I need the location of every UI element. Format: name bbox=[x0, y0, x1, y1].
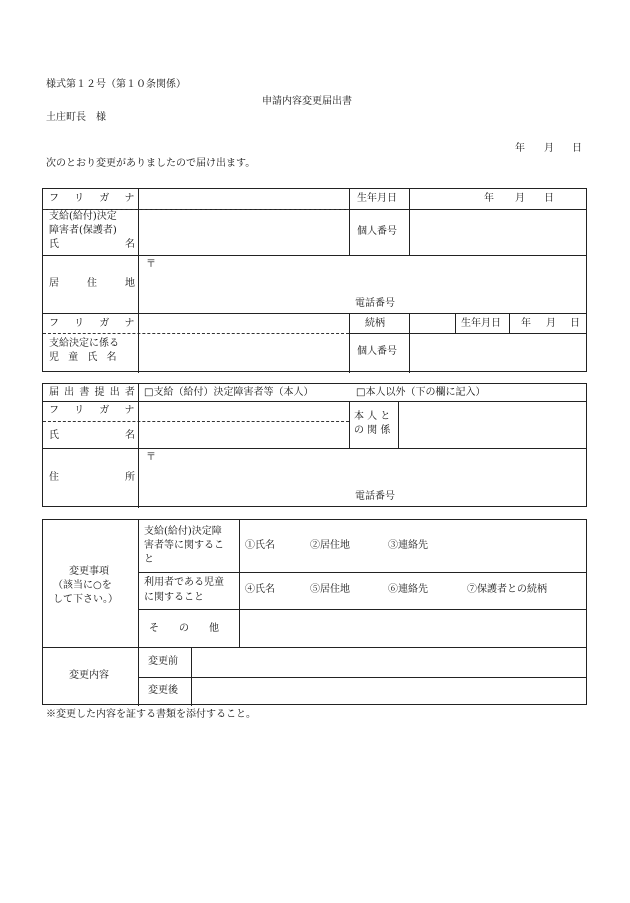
footer-note: ※変更した内容を証する書類を添付すること。 bbox=[46, 709, 256, 720]
submitter-phone-label: 電話番号 bbox=[355, 491, 395, 502]
change-items-label-2: （該当に○を bbox=[53, 580, 112, 591]
col-line bbox=[138, 189, 139, 373]
submitter-name-right: 名 bbox=[125, 430, 135, 441]
category-recipient-1: 支給(給付)決定障 bbox=[144, 526, 222, 537]
row-line bbox=[43, 448, 586, 449]
col-line bbox=[509, 313, 510, 333]
row-line bbox=[138, 677, 586, 678]
child-personal-number-label: 個人番号 bbox=[357, 346, 397, 357]
furigana-label: フ リ ガ ナ bbox=[49, 193, 141, 204]
option-residence[interactable]: ②居住地 bbox=[310, 540, 350, 551]
col-line bbox=[349, 401, 350, 448]
col-line bbox=[138, 384, 139, 508]
submitter-furigana-label: フ リ ガ ナ bbox=[49, 405, 141, 416]
addressee: 土庄町長 様 bbox=[46, 112, 106, 123]
dashed-line bbox=[43, 421, 349, 422]
name-label-left: 氏 bbox=[49, 239, 59, 250]
birthdate-label: 生年月日 bbox=[357, 193, 397, 204]
col-line bbox=[349, 189, 350, 255]
postal-mark: 〒 bbox=[146, 259, 156, 270]
birth-day: 日 bbox=[544, 193, 554, 204]
category-child-1: 利用者である児童 bbox=[144, 577, 224, 588]
col-line bbox=[239, 520, 240, 647]
row-line bbox=[43, 255, 586, 256]
row-line bbox=[43, 401, 586, 402]
row-line bbox=[138, 609, 586, 610]
option-name[interactable]: ①氏名 bbox=[245, 540, 275, 551]
address-label-1: 居 bbox=[49, 278, 59, 289]
change-items-label-1: 変更事項 bbox=[69, 566, 109, 577]
submitter-address-right: 所 bbox=[125, 472, 135, 483]
date-year[interactable]: 年 bbox=[515, 143, 525, 154]
col-line bbox=[455, 313, 456, 333]
option-child-contact[interactable]: ⑥連絡先 bbox=[388, 584, 428, 595]
row-line bbox=[43, 647, 586, 648]
after-label: 変更後 bbox=[148, 685, 178, 696]
phone-label: 電話番号 bbox=[355, 298, 395, 309]
name-label-right: 名 bbox=[125, 239, 135, 250]
submitter-option-other[interactable]: □本人以外（下の欄に記入） bbox=[356, 387, 486, 398]
category-recipient-3: と bbox=[144, 554, 154, 565]
intro-text: 次のとおり変更がありましたので届け出ます。 bbox=[46, 158, 256, 169]
page-title: 申請内容変更届出書 bbox=[262, 96, 352, 107]
row-line bbox=[349, 333, 586, 334]
category-child-2: に関すること bbox=[144, 592, 204, 603]
submitter-option-self[interactable]: □支給（給付）決定障害者等（本人） bbox=[144, 387, 314, 398]
address-label-3: 地 bbox=[125, 278, 135, 289]
col-line bbox=[349, 313, 350, 373]
personal-number-label: 個人番号 bbox=[357, 226, 397, 237]
col-line bbox=[409, 189, 410, 255]
col-line bbox=[409, 313, 410, 373]
submitter-table bbox=[42, 383, 587, 507]
form-number: 様式第１２号（第１０条関係） bbox=[46, 79, 186, 90]
relation-label-2: の 関 係 bbox=[354, 425, 391, 436]
date-month[interactable]: 月 bbox=[544, 143, 554, 154]
col-line bbox=[398, 401, 399, 448]
change-table bbox=[42, 519, 587, 705]
submitter-postal-mark: 〒 bbox=[146, 452, 156, 463]
recipient-label-1: 支給(給付)決定 bbox=[49, 211, 117, 222]
relation-label-1: 本 人 と bbox=[354, 411, 391, 422]
birth-year: 年 bbox=[484, 193, 494, 204]
dashed-line bbox=[43, 209, 349, 210]
col-line bbox=[191, 647, 192, 706]
child-furigana-label: フ リ ガ ナ bbox=[49, 318, 141, 329]
submitter-name-left: 氏 bbox=[49, 430, 59, 441]
submitter-address-left: 住 bbox=[49, 472, 59, 483]
applicant-table bbox=[42, 188, 587, 372]
option-child-residence[interactable]: ⑤居住地 bbox=[310, 584, 350, 595]
submitter-label: 届 出 書 提 出 者 bbox=[49, 387, 136, 398]
before-label: 変更前 bbox=[148, 656, 178, 667]
relation-label: 続柄 bbox=[365, 318, 385, 329]
row-line bbox=[138, 572, 586, 573]
recipient-label-2: 障害者(保護者) bbox=[49, 225, 117, 236]
child-birth-year: 年 bbox=[521, 318, 531, 329]
address-label-2: 住 bbox=[87, 278, 97, 289]
change-content-label: 変更内容 bbox=[69, 670, 109, 681]
option-child-name[interactable]: ④氏名 bbox=[245, 584, 275, 595]
other-label: そ の 他 bbox=[149, 623, 219, 634]
change-items-label-3: して下さい。） bbox=[53, 594, 118, 605]
child-label-2: 児 童 氏 名 bbox=[49, 352, 120, 363]
option-guardian-relation[interactable]: ⑦保護者との続柄 bbox=[467, 584, 547, 595]
child-label-1: 支給決定に係る bbox=[49, 338, 119, 349]
category-recipient-2: 害者等に関するこ bbox=[144, 540, 224, 551]
col-line bbox=[138, 520, 139, 706]
child-birthdate-label: 生年月日 bbox=[461, 318, 501, 329]
row-line bbox=[43, 313, 586, 314]
option-contact[interactable]: ③連絡先 bbox=[388, 540, 428, 551]
birth-month: 月 bbox=[515, 193, 525, 204]
child-birth-month: 月 bbox=[546, 318, 556, 329]
dashed-line bbox=[43, 333, 349, 334]
date-day[interactable]: 日 bbox=[572, 143, 582, 154]
child-birth-day: 日 bbox=[570, 318, 580, 329]
